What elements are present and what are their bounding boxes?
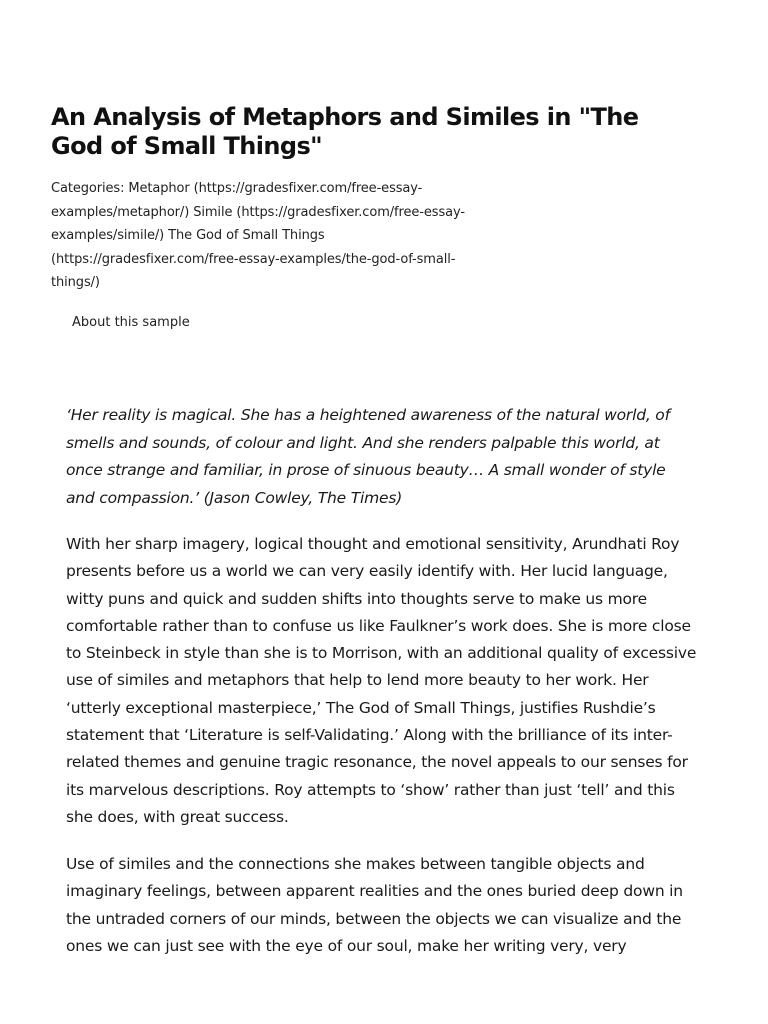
title-line: God of Small Things"	[51, 132, 323, 160]
epigraph-quote	[66, 402, 716, 512]
quote-line: once strange and familiar, in prose of sinuous beauty… A small wonder of style	[66, 461, 666, 480]
paragraph-line: presents before us a world we can very easily identify with. Her lucid language,	[66, 562, 668, 581]
paragraph-line: imaginary feelings, between apparent realities and the ones buried deep down in	[66, 882, 683, 901]
about-sample-label: About this sample	[72, 315, 190, 330]
quote-line: smells and sounds, of colour and light. And she renders palpable this world, at	[66, 433, 660, 452]
categories-line: Categories: Metaphor (https://gradesfixer.com/free-essay-	[51, 181, 423, 196]
paragraph-line: to Steinbeck in style than she is to Morrison, with an additional quality of excessive	[66, 644, 697, 663]
body-paragraph-2	[66, 851, 716, 960]
page-title	[51, 103, 731, 161]
title-line: An Analysis of Metaphors and Similes in "The	[51, 103, 639, 131]
paragraph-line: ones we can just see with the eye of our soul, make her writing very, very	[66, 936, 627, 955]
paragraph-line: its marvelous descriptions. Roy attempts to ‘show’ rather than just ‘tell’ and this	[66, 780, 675, 799]
paragraph-line: statement that ‘Literature is self-Validating.’ Along with the brilliance of its inter-	[66, 726, 673, 745]
paragraph-line: witty puns and quick and sudden shifts into thoughts serve to make us more	[66, 589, 647, 608]
paragraph-line: With her sharp imagery, logical thought and emotional sensitivity, Arundhati Roy	[66, 535, 680, 553]
paragraph-line: use of similes and metaphors that help to lend more beauty to her work. Her	[66, 671, 649, 690]
paragraph-line: she does, with great success.	[66, 807, 289, 826]
paragraph-line: related themes and genuine tragic resonance, the novel appeals to our senses for	[66, 753, 688, 772]
quote-line: ‘Her reality is magical. She has a heightened awareness of the natural world, of	[66, 406, 670, 424]
categories-line: things/)	[51, 275, 100, 290]
body-paragraph-1	[66, 531, 716, 831]
paragraph-line: the untraded corners of our minds, between the objects we can visualize and the	[66, 909, 682, 928]
categories-line: (https://gradesfixer.com/free-essay-examples/the-god-of-small-	[51, 251, 456, 267]
paragraph-line: comfortable rather than to confuse us like Faulkner’s work does. She is more close	[66, 616, 691, 635]
categories-line: examples/metaphor/) Simile (https://gradesfixer.com/free-essay-	[51, 204, 465, 220]
paragraph-line: Use of similes and the connections she makes between tangible objects and	[66, 855, 645, 873]
categories-line: examples/simile/) The God of Small Things	[51, 228, 325, 243]
quote-line: and compassion.’ (Jason Cowley, The Times)	[66, 488, 403, 507]
paragraph-line: ‘utterly exceptional masterpiece,’ The God of Small Things, justifies Rushdie’s	[66, 698, 656, 717]
categories-list	[51, 177, 571, 295]
